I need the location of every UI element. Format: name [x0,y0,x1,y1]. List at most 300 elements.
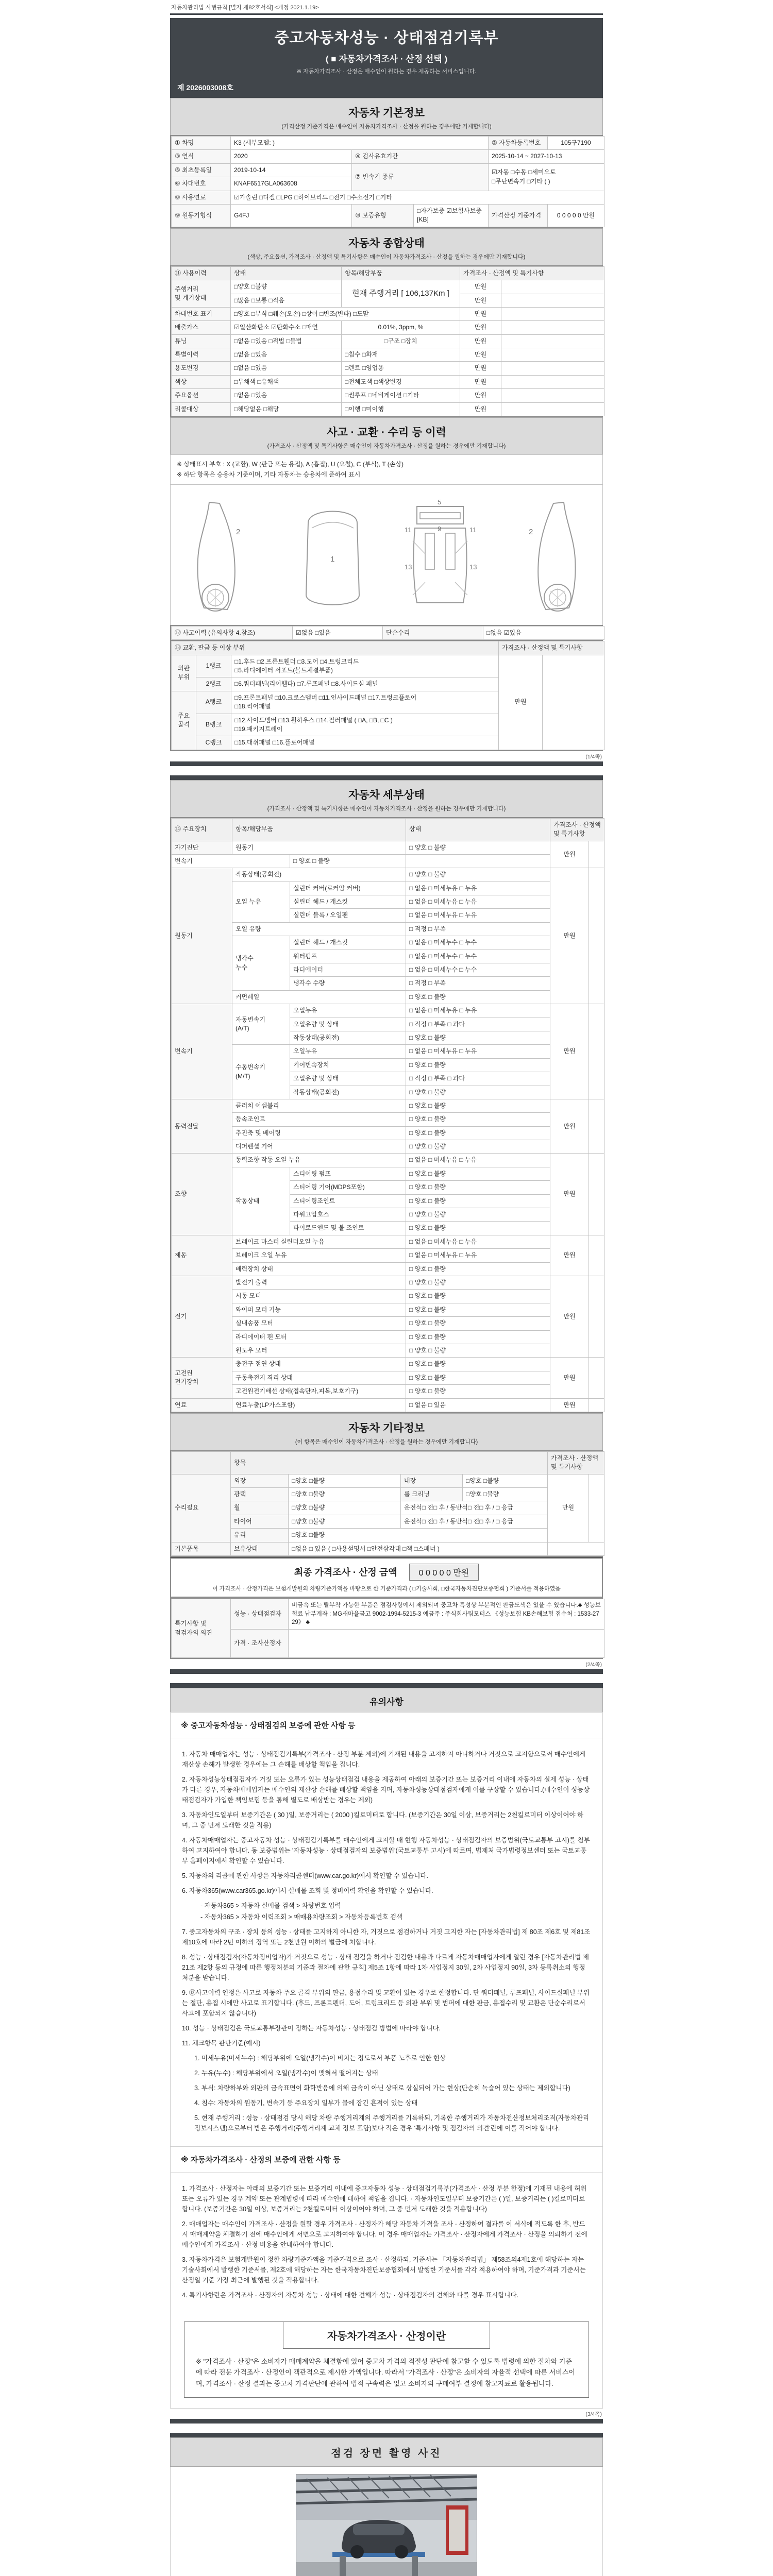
note-item: 3. 부식: 차량하부와 외판의 금속표면이 화학반응에 의해 금속이 아닌 상태로 상실되어 가는 현상(단순히 녹슬어 있는 상태는 제외합니다) [194,2084,570,2092]
table-cell [501,375,604,388]
table-cell: 0.01%, 3ppm, % [342,321,460,334]
table-cell: 클러치 어셈블리 [232,1099,406,1112]
table-header-cell: 항목/해당부품 [342,266,460,280]
table-header-cell: 가격조사 · 산정액 및 특기사항 [548,1451,604,1474]
section-detail-note: (가격조사 · 산정액 및 특기사항은 매수인이 자동차가격조사 · 산정을 원하는 경우에만 기재합니다) [267,805,506,812]
definition-box-title: 자동차가격조사 · 산정이란 [283,2321,490,2349]
table-cell: 오일 유량 [232,922,406,936]
table-cell: 특기사항 및 점검자의 의견 [172,1599,231,1658]
final-price-label: 최종 가격조사 · 산정 금액 [294,1567,397,1578]
table-header-cell [172,1451,231,1474]
car-diagram-underbody [392,492,488,620]
table-cell: 만원 [550,1099,589,1154]
table-cell: 만원 [550,1358,589,1398]
table-cell: □양호 □불량 [463,1488,548,1501]
table-cell [589,1358,604,1398]
table-cell: □ 양호 □ 불량 [406,1086,550,1099]
table-cell: ⑤ 최초등록일 [172,163,231,177]
table-header-cell: ⑭ 주요장치 [172,818,232,841]
table-cell: 브레이크 마스터 실린더오일 누유 [232,1235,406,1248]
table-cell: 수동변속기 (M/T) [232,1045,290,1099]
legal-form-reference: 자동차관리법 시행규칙 [별지 제82호서식] <개정 2021.1.19> [171,5,319,11]
table-cell: B랭크 [196,714,231,736]
note-item: - 자동차365 > 자동차 실매물 검색 > 차량번호 입력 [200,1902,341,1910]
table-cell: 스티어링조인트 [290,1194,406,1208]
page-separator [170,2419,603,2437]
table-cell: 0 0 0 0 0 만원 [548,204,604,227]
table-cell: ④ 검사유효기간 [352,150,489,163]
table-cell: 실린더 블록 / 오일팬 [290,909,406,922]
table-cell: ① 차명 [172,137,231,150]
table-cell: 가격 · 조사산정자 [231,1630,289,1658]
table-cell: 리콜대상 [172,402,231,416]
page-marker-1: (1/4쪽) [585,753,602,760]
table-cell: 디퍼렌셜 기어 [232,1140,406,1154]
table-cell: □ 양호 □ 불량 [406,1222,550,1235]
table-cell: 연료누출(LP가스포함) [232,1398,406,1412]
table-cell: 용도변경 [172,362,231,375]
table-cell: 작동상태 [232,1167,290,1235]
document-number: 제 2026003008호 [177,83,233,92]
divider [170,13,603,15]
note-item: 3. 자동차인도일부터 보증기간은 ( 30 )일, 보증거리는 ( 2000 )킬로미터로 합니다. (보증기간은 30일 이상, 보증거리는 2천킬로미터 이상이어야 하며, 그 중 먼저 도래한 것을 적용) [182,1811,584,1829]
table-cell: □렌트 □영업용 [342,362,460,375]
table-cell [589,1099,604,1154]
table-cell: 만원 [550,841,589,868]
table-cell: 파워고압호스 [290,1208,406,1222]
table-cell: □ 양호 □ 불량 [406,1208,550,1222]
table-cell: □양호 □불량 [289,1501,401,1515]
section-etc-title: 자동차 기타정보 [348,1422,425,1434]
table-cell: □양호 □불량 [231,280,342,294]
table-cell [548,1542,604,1555]
table-cell [589,1474,604,1542]
document-header [170,18,603,98]
table-cell [501,389,604,402]
table-cell: □ 없음 □ 미세누유 □ 누유 [406,1235,550,1248]
table-cell: □ 없음 □ 미세누유 □ 누유 [406,882,550,895]
table-header-cell: 상태 [231,266,342,280]
table-cell: 변속기 [172,1004,232,1099]
table-cell: 만원 [460,307,501,320]
note-item: 1. 가격조사 · 산정자는 아래의 보증기간 또는 보증거리 이내에 중고자동차 성능 · 상태점검기록부(가격조사 · 산정 부분 한정)에 기재된 내용에 허위 또는 오류가 있는 경우 계약 또는 관계법령에 따라 매수인에 대하여 책임을 집니다. · 자동차인도일부터 보증기간은 ( )일, 보증거리는 ( )킬로미터로 합니다. (보증기간은 30일 이상, 보증거리는 2천킬로미터 이상이어야 하며, 그 중 먼저 도래한 것을 적용합니다) [182,2185,587,2213]
table-cell: 만원 [460,402,501,416]
table-cell: □ 양호 □ 불량 [406,1113,550,1126]
table-cell: □ 양호 □ 불량 [406,841,550,854]
table-cell: □ 양호 □ 불량 [406,868,550,882]
table-cell [501,321,604,334]
table-cell [501,294,604,307]
section-etc-header [170,1413,603,1450]
table-cell: □ 양호 □ 불량 [406,1276,550,1290]
table-cell: ⑥ 차대번호 [172,177,231,191]
table-cell: 충전구 절연 상태 [232,1358,406,1371]
table-cell: 윈도우 모터 [232,1344,406,1357]
table-cell: 내장 [401,1474,463,1487]
price-survey-definition-box [184,2321,589,2398]
table-header-cell: 가격조사 · 산정액 및 특기사항 [550,818,604,841]
table-cell: 만원 [460,321,501,334]
diagram-label: 13 [469,563,477,571]
table-cell: 외판 부위 [172,655,196,691]
page-separator [170,1669,603,1688]
table-cell: ⑨ 원동기형식 [172,204,231,227]
table-cell: 만원 [550,1235,589,1276]
table-cell: 등속조인트 [232,1113,406,1126]
table-cell: 만원 [550,1004,589,1099]
table-cell: □ 양호 □ 불량 [406,1181,550,1194]
section-detail-title: 자동차 세부상태 [348,789,425,801]
table-cell: ③ 연식 [172,150,231,163]
section-basic-note: (가격산정 기준가격은 매수인이 자동차가격조사 · 산정을 원하는 경우에만 기재합니다) [281,124,492,130]
table-cell: □양호 □불량 [289,1515,401,1528]
table-cell: 가격산정 기준가격 [489,204,548,227]
table-cell: 주요 골격 [172,691,196,750]
table-cell [501,348,604,362]
final-price-value: 0 0 0 0 0 만원 [409,1564,479,1581]
section-basic-header [170,98,603,135]
table-cell: □ 양호 □ 불량 [406,1194,550,1208]
table-cell: □1.후드 □2.프론트휀더 □3.도어 □4.트렁크리드 □5.라디에이터 서포트(볼트체결부품) [231,655,499,677]
table-cell: ⑦ 변속기 종류 [352,163,489,191]
table-cell: 조향 [172,1154,232,1235]
table-cell: 기어변속장치 [290,1058,406,1072]
table-cell: □ 적정 □ 부족 [406,922,550,936]
photos-area [170,2467,603,2576]
table-cell: 운전석□ 전□ 후 / 동반석□ 전□ 후 / □ 응급 [401,1501,548,1515]
table-cell: □ 없음 □ 미세누유 □ 누유 [406,1154,550,1167]
table-cell: 광택 [231,1488,289,1501]
note-item: 4. 자동차매매업자는 중고자동차 성능 · 상태점검기록부를 매수인에게 고지할 때 현행 자동차성능 · 상태점검자의 보증범위(국토교통부 고시)를 첨부하여 고지하여야 합니다. 동 보증범위는 '자동차성능 · 상태점검자의 보증범위'(국토교통부 고시)에 따르며, 법제처 국가법령정보센터 또는 국토교통부 홈페이지에서 확인할 수 있습니다. [182,1837,590,1865]
note-item: 11. 체크항목 판단기준(예시) [182,2040,261,2047]
table-cell: □ 양호 □ 불량 [406,990,550,1004]
diagram-label: 9 [437,524,441,533]
table-cell: 오일유량 및 상태 [290,1018,406,1031]
table-cell: 오일 누유 [232,882,290,922]
table-cell: □ 양호 □ 불량 [406,1058,550,1072]
table-cell: 동력전달 [172,1099,232,1154]
table-cell: 작동상태(공회전) [232,868,406,882]
table-cell: □침수 □화재 [342,348,460,362]
table-cell: □6.쿼터패널(리어휀다) □7.루프패널 □8.사이드실 패널 [231,677,499,691]
table-cell: □ 없음 □ 미세누유 □ 누유 [406,895,550,909]
table-cell: □없음 □있음 [231,362,342,375]
report-form [170,0,603,2576]
note-item: 3. 자동차가격은 보험개발원이 정한 차량기준가액을 기준가격으로 조사 · 산정하되, 기준서는 「자동차관리법」 제58조의4제1호에 해당하는 자는 기술사회에서 발행한 기준서를, 제2호에 해당하는 자는 한국자동차진단보증협회에서 발행한 기준서를 각각 적용하여야 하며, 기준가격과 기준서는 산정일 기준 가장 최근에 발행된 것을 적용합니다. [182,2256,586,2284]
table-cell [289,1630,604,1658]
table-cell: □ 없음 □ 미세누유 □ 누유 [406,1045,550,1058]
note-item: - 자동차365 > 자동차 이력조회 > 매매용차량조회 > 자동차등록번호 검색 [200,1913,403,1921]
note-item: 5. 자동차의 리콜에 관한 사항은 자동차리콜센터(www.car.go.kr)에서 확인할 수 있습니다. [182,1872,428,1880]
table-cell: 실린더 헤드 / 개스킷 [290,895,406,909]
car-damage-diagrams [170,484,603,625]
table-cell [589,1276,604,1358]
note-item: 1. 자동차 매매업자는 성능 · 상태점검기록부(가격조사 · 산정 부분 제외)에 기재된 내용을 고지하지 아니하거나 거짓으로 고지함으로써 매수인에게 재산상 손해가 발생한 경우에는 그 손해를 배상할 책임을 집니다. [182,1751,585,1769]
table-cell: □ 양호 □ 불량 [406,1371,550,1384]
table-cell: 냉각수 수량 [290,977,406,990]
table-cell: 브레이크 오일 누유 [232,1249,406,1262]
inspection-photo-1 [296,2474,477,2576]
table-cell: □양호 □불량 [289,1488,401,1501]
table-cell: 휠 [231,1501,289,1515]
table-cell: 구동축전지 격리 상태 [232,1371,406,1384]
table-cell: 2025-10-14 ~ 2027-10-13 [489,150,604,163]
table-header-cell: 항목/해당부품 [232,818,406,841]
table-cell: 실린더 헤드 / 개스킷 [290,936,406,950]
table-cell: 현재 주행거리 [ 106,137Km ] [342,280,460,308]
note-item: 10. 성능 · 상태점검은 국토교통부장관이 정하는 자동차성능 · 상태점검 방법에 따라야 합니다. [182,2025,441,2032]
table-cell: 차대번호 표기 [172,307,231,320]
table-cell: □없음 □있음 [231,348,342,362]
table-cell: □ 양호 □ 불량 [406,1126,550,1140]
car-diagram-left-side [178,492,274,620]
table-cell: 스티어링 기어(MDPS포함) [290,1181,406,1194]
definition-box-wrap [170,2313,603,2409]
table-cell: 동력조향 작동 오일 누유 [232,1154,406,1167]
table-cell: 타이어 [231,1515,289,1528]
table-cell: A랭크 [196,691,231,714]
section-overall-note: (색상, 주요옵션, 가격조사 · 산정액 및 특기사항은 매수인이 자동차가격조사 · 산정을 원하는 경우에만 기재합니다) [247,253,526,260]
table-cell: 룸 크리닝 [401,1488,463,1501]
section-accident-header [170,417,603,454]
diagram-label: 2 [236,527,241,536]
diagram-label: 2 [529,527,533,536]
table-cell: 추진축 및 베어링 [232,1126,406,1140]
table-cell: □없음 □있음 [231,389,342,402]
table-cell: □ 양호 □ 불량 [406,1303,550,1316]
inspector-opinion-table [170,1598,603,1659]
table-cell: 자동변속기 (A/T) [232,1004,290,1045]
section-overall-header [170,228,603,265]
table-cell [589,1154,604,1235]
table-cell: 변속기 [172,854,290,868]
notice-part2-title: ※ 자동차가격조사 · 산정의 보증에 관한 사항 등 [170,2147,603,2172]
table-cell: ② 자동차등록번호 [489,137,548,150]
section-notice-header [170,1688,603,1712]
table-header-cell: 가격조사 · 산정액 및 특기사항 [499,641,604,655]
table-cell: ☑가솔린 □디젤 □LPG □하이브리드 □전기 □수소전기 □기타 [231,191,604,204]
overall-condition-table [170,265,603,417]
table-cell: 냉각수 누수 [232,936,290,991]
notice-part2-list [170,2172,603,2313]
table-cell: 고전원 전기장치 [172,1358,232,1398]
table-cell: □ 양호 □ 불량 [406,1385,550,1398]
section-photos-header: 점검 장면 촬영 사진 [170,2437,603,2467]
notice-part1-list [170,1738,603,2147]
table-cell: ⑩ 보증유형 [352,204,414,227]
table-cell: □ 양호 □ 불량 [290,854,406,868]
table-cell: 만원 [460,375,501,388]
table-cell: 오일누유 [290,1004,406,1018]
table-cell: 성능 · 상태점검자 [231,1599,289,1630]
table-cell: 105구7190 [548,137,604,150]
table-cell [501,362,604,375]
table-cell: 원동기 [232,841,406,854]
table-cell: 워터펌프 [290,950,406,963]
table-cell: 비금속 또는 탈부착 가능한 부품은 점검사항에서 제외되며 중고차 특성상 부분적인 판금도색은 있을 수 있습니다.♣ 성능보험료 납부계좌 : MG새마을금고 9002-1994-5215-3 예금주 : 주식회사팀모터스 《성능보험 KB손해보험 접수처 : 1533-2729》 ♣ [289,1599,604,1630]
table-cell: □없음 ☑있음 [483,626,604,639]
etc-info-table [170,1450,603,1557]
table-cell: 주행거리 및 계기상태 [172,280,231,308]
diagram-label: 11 [469,526,477,534]
price-survey-option: ( ■ 자동차가격조사 · 산정 선택 ) [325,54,448,64]
table-cell [589,1398,604,1412]
table-cell: 라디에이터 [290,963,406,977]
table-cell: 오일유량 및 상태 [290,1072,406,1086]
table-cell [543,655,604,750]
table-cell: □무채색 □유채색 [231,375,342,388]
table-cell [589,868,604,1004]
table-cell [501,307,604,320]
table-cell: 원동기 [172,868,232,1004]
table-cell: 제동 [172,1235,232,1276]
table-cell: 외장 [231,1474,289,1487]
table-cell: □ 없음 □ 미세누유 □ 누유 [406,909,550,922]
table-cell: 튜닝 [172,334,231,348]
table-cell: 만원 [550,1154,589,1235]
table-cell: 단순수리 [383,626,483,639]
table-cell: 주요옵션 [172,389,231,402]
table-cell: 만원 [499,655,543,750]
state-code-legend [170,454,603,484]
note-item: 7. 중고자동차의 구조 · 장치 등의 성능 · 상태를 고지하지 아니한 자, 거짓으로 점검하거나 거짓 고지한 자는 [자동차관리법] 제 80조 제6호 및 제81조 제10호에 따라 2년 이하의 징역 또는 2천만원 이하의 벌금에 처합니다. [182,1928,591,1946]
table-cell: □양호 □불량 [289,1474,401,1487]
table-cell: G4FJ [231,204,352,227]
table-cell: 운전석□ 전□ 후 / 동반석□ 전□ 후 / □ 응급 [401,1515,548,1528]
table-cell: 유리 [231,1529,289,1542]
table-cell [501,334,604,348]
table-cell: 1랭크 [196,655,231,677]
table-cell: □ 양호 □ 불량 [406,1290,550,1303]
table-cell: 연료 [172,1398,232,1412]
table-cell: 자기진단 [172,841,232,854]
table-header-cell: 가격조사 · 산정액 및 특기사항 [460,266,604,280]
table-cell: 색상 [172,375,231,388]
section-etc-note: (이 항목은 매수인이 자동차가격조사 · 산정을 원하는 경우에만 기재합니다) [295,1438,478,1445]
table-cell: 만원 [548,1474,589,1542]
table-cell: □양호 □부식 □훼손(오손) □상이 □변조(변타) □도말 [231,307,460,320]
note-item: 4. 침수: 자동차의 원동기, 변속기 등 주요장치 일부가 물에 잠긴 흔적이 있는 상태 [194,2099,418,2107]
table-cell: □해당없음 □해당 [231,402,342,416]
table-cell: 만원 [550,868,589,1004]
table-cell: KNAF6517GLA063608 [231,177,352,191]
note-item: 2. 누유(누수) : 해당부위에서 오일(냉각수)이 맺혀서 떨어지는 상태 [194,2070,378,2077]
table-cell [501,280,604,294]
table-cell: 전기 [172,1276,232,1358]
table-header-cell: ⑬ 교환, 판금 등 이상 부위 [172,641,499,655]
diagram-label: 1 [330,554,335,564]
table-cell: □많음 □보통 □적음 [231,294,342,307]
note-item: 8. 성능 · 상태점검자(자동차정비업자)가 거짓으로 성능 · 상태 점검을 하거나 점검한 내용과 다르게 자동차매매업자에게 알린 경우 [자동차관리법 제21조 제2항 등의 규정에 따른 행정처분의 기준과 절차에 관한 규칙] 제5조 1항에 따라 1차 사업정지 30일, 2차 사업정지 90일, 3차 등록취소의 행정처분을 받습니다. [182,1954,589,1982]
section-notice-title: 유의사항 [369,1697,404,1707]
table-cell: 만원 [460,348,501,362]
table-cell: ⑧ 사용연료 [172,191,231,204]
table-cell: 실린더 커버(로커암 커버) [290,882,406,895]
section-basic-title: 자동차 기본정보 [348,107,425,119]
table-cell: □ 양호 □ 불량 [406,1099,550,1112]
table-cell: □양호 □불량 [289,1529,548,1542]
basic-info-table [170,135,603,228]
diagram-label: 11 [404,526,412,534]
table-cell: ⑫ 사고이력 (유의사항 4.참조) [172,626,293,639]
table-cell: □ 없음 □ 미세누수 □ 누수 [406,936,550,950]
accident-history-table [170,625,603,640]
section-accident-note: (가격조사 · 산정액 및 특기사항은 매수인이 자동차가격조사 · 산정을 원하는 경우에만 기재합니다) [267,443,506,450]
table-cell: □없음 □있음 □적법 □불법 [231,334,342,348]
table-cell: □양호 □불량 [463,1474,548,1487]
table-cell: □12.사이드멤버 □13.휠하우스 □14.필러패널 ( □A, □B, □C ) □19.패키지트레이 [231,714,499,736]
table-cell: 2019-10-14 [231,163,352,177]
table-cell: 작동상태(공회전) [290,1031,406,1044]
table-cell: 수리필요 [172,1474,231,1542]
table-cell: □ 양호 □ 불량 [406,1031,550,1044]
table-cell: 발전기 출력 [232,1276,406,1290]
table-cell: □ 양호 □ 불량 [406,1167,550,1180]
page-marker-3: (3/4쪽) [585,2411,602,2418]
state-code-line2: ※ 하단 항목은 승용차 기준이며, 기타 자동차는 승용차에 준하여 표시 [177,471,361,479]
table-cell: □9.프론트패널 □10.크로스멤버 □11.인사이드패널 □17.트렁크플로어 □18.리어패널 [231,691,499,714]
final-price-note: 이 가격조사 · 산정가격은 보험개발원의 차량기준가액을 바탕으로 한 기준가격과 ( □기술사회, □한국자동차진단보증협회 ) 기준서를 적용하였음 [212,1586,561,1592]
table-cell: 기본품목 [172,1542,231,1555]
table-cell [501,402,604,416]
table-cell: □ 적정 □ 부족 □ 과다 [406,1072,550,1086]
state-code-line: ※ 상태표시 부호 : X (교환), W (판금 또는 용접), A (흠집), U (요철), C (부식), T (손상) [177,461,404,468]
table-cell: □ 적정 □ 부족 [406,977,550,990]
table-cell: 보유상태 [231,1542,289,1555]
table-cell: 실내송풍 모터 [232,1317,406,1330]
table-cell: □ 없음 □ 있음 [406,1398,550,1412]
document-title: 중고자동차성능 · 상태점검기록부 [274,30,499,46]
price-survey-note: ※ 자동차가격조사 · 산정은 매수인이 원하는 경우 제공하는 서비스입니다. [296,69,477,75]
table-header-cell: ⑪ 사용이력 [172,266,231,280]
table-cell: □이행 □미이행 [342,402,460,416]
table-cell: 오일누유 [290,1045,406,1058]
note-item: 2. 자동차성능상태점검자가 거짓 또는 오류가 있는 성능상태점검 내용을 제공하여 아래의 보증기간 또는 보증거리 이내에 자동차의 실제 성능 · 상태가 다른 경우, 자동차매매업자는 매수인의 재산상 손해를 배상할 책임을 지며, 자동차성능상태점검자에게 이를 구상할 수 있습니다.(매수인이 성능상태점검자가 가입한 책임보험 등을 통해 별도로 배상받는 경우는 제외) [182,1776,590,1804]
table-cell: 만원 [460,294,501,307]
panel-rank-table [170,640,603,751]
table-cell: □ 없음 □ 미세누유 □ 누유 [406,1004,550,1018]
table-cell [589,1004,604,1099]
table-cell: □ 양호 □ 불량 [406,1140,550,1154]
table-cell: 와이퍼 모터 기능 [232,1303,406,1316]
table-cell: K3 (세부모델: ) [231,137,489,150]
diagram-label: 13 [404,563,412,571]
note-item: 5. 현재 주행거리 : 성능 · 상태점검 당시 해당 차량 주행거리계의 주행거리를 기록하되, 기록한 주행거리가 자동차전산정보처리조직(자동차관리정보시스템)으로부터 받은 주행거리(주행거리계 교체 정보 포함)보다 적은 경우 '특기사항 및 점검자의 의견'란에 이를 적어야 합니다. [194,2114,590,2132]
table-cell: 고전원전기배선 상태(접속단자,피복,보호기구) [232,1385,406,1398]
note-item: 1. 미세누유(미세누수) : 해당부위에 오일(냉각수)이 비치는 정도로서 부품 노후로 인한 현상 [194,2055,446,2062]
definition-box-text: ※ "가격조사 · 산정"은 소비자가 매매계약을 체결함에 있어 중고차 가격의 적절성 판단에 참고할 수 있도록 법령에 의한 절차와 기준에 따라 전문 가격조사 · 산정인이 객관적으로 제시한 가액입니다. 따라서 "가격조사 · 산정"은 소비자의 자율적 선택에 따른 서비스이며, 가격조사 · 산정 결과는 중고차 가격판단에 관하여 법적 구속력은 없고 소비자의 구매여부 결정에 참고자료로 활용됩니다. [196,2358,575,2387]
table-cell: ☑없음 □있음 [293,626,383,639]
table-cell: 2020 [231,150,352,163]
table-cell: 2랭크 [196,677,231,691]
table-cell: □자가보증 ☑보험사보증 [KB] [414,204,489,227]
car-diagram-right-side [499,492,595,620]
table-cell: □15.대쉬패널 □16.플로어패널 [231,736,499,750]
table-cell: □ 양호 □ 불량 [406,1330,550,1344]
table-cell: ☑자동 □수동 □세미오토 □무단변속기 □기타 ( ) [489,163,604,191]
table-cell: 만원 [460,389,501,402]
section-overall-title: 자동차 종합상태 [348,237,425,249]
table-cell: 스티어링 펌프 [290,1167,406,1180]
table-cell [589,841,604,868]
section-detail-header [170,780,603,817]
table-cell: 만원 [460,334,501,348]
table-cell: 시동 모터 [232,1290,406,1303]
table-cell: 배력장치 상태 [232,1262,406,1276]
table-cell: □ 양호 □ 불량 [406,1317,550,1330]
page-separator [170,761,603,780]
table-header-cell: 항목 [231,1451,548,1474]
